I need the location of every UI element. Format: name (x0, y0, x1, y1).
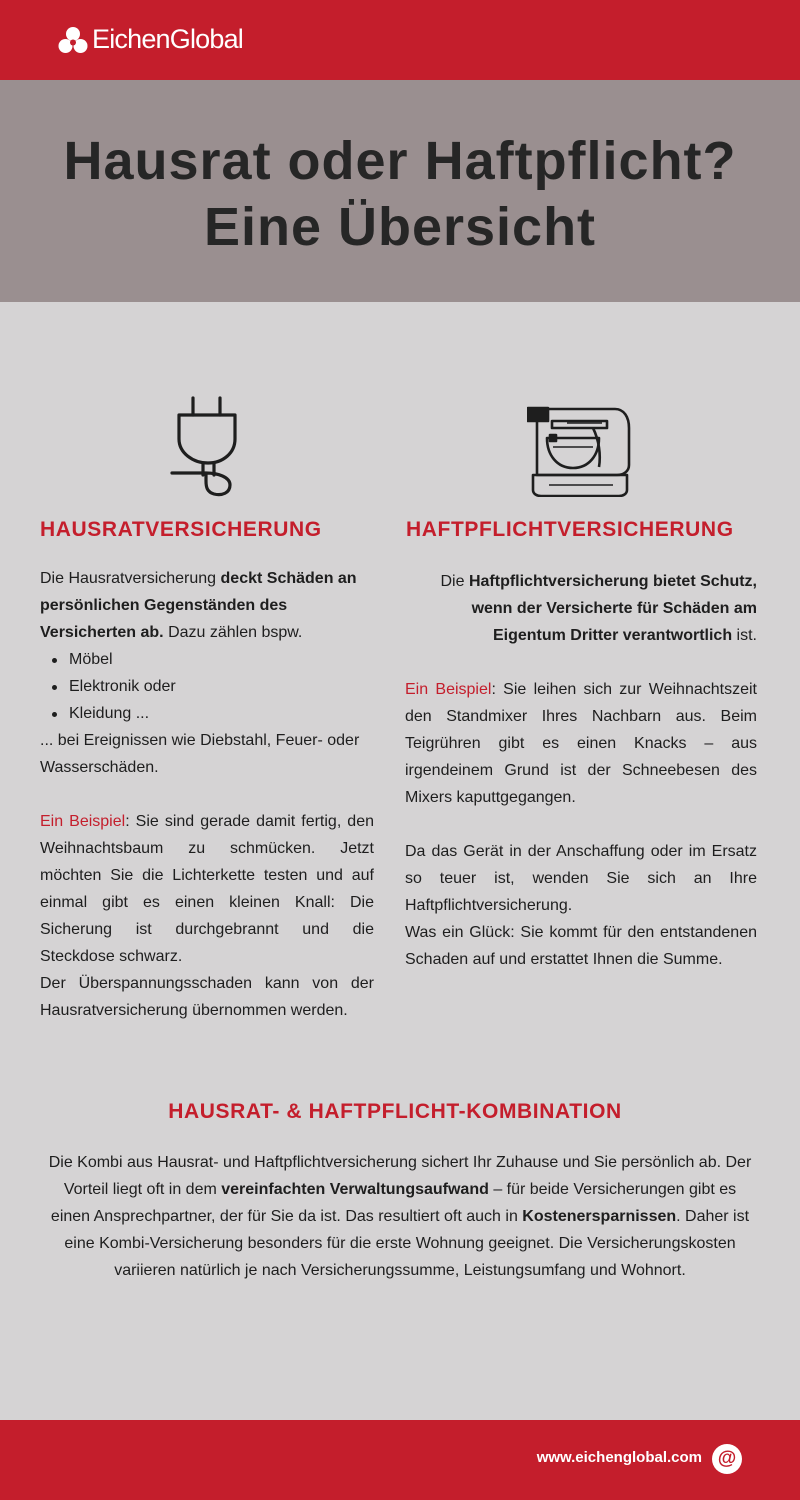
covered-events-text: ... bei Ereignissen wie Diebstahl, Feuer- oder Wasserschäden. (40, 732, 360, 776)
liability-intro: Die Haftpflichtversicherung bietet Schutz, wenn der Versicherte für Schäden am Eigentum Dritter verantwortlich ist. (440, 573, 757, 644)
list-item: Möbel (40, 646, 374, 673)
example-label: Ein Beispiel (40, 813, 126, 830)
list-item: Elektronik oder (40, 673, 374, 700)
home-contents-closing: Der Überspannungsschaden kann von der Hausratversicherung übernommen werden. (40, 975, 374, 1019)
home-contents-column (40, 565, 374, 1024)
home-contents-example: Ein Beispiel: Sie sind gerade damit fertig, den Weihnachtsbaum zu schmücken. Jetzt möchten Sie die Lichterkette testen und auf einmal gibt es einen kleinen Knall: Die Sicherung ist durchgebrannt und die Steckdose schwarz. (40, 813, 375, 965)
liability-heading: HAFTPFLICHTVERSICHERUNG (406, 518, 734, 541)
liability-conclusion: Was ein Glück: Sie kommt für den entstandenen Schaden auf und erstattet Ihnen die Summe. (405, 924, 757, 968)
website-link[interactable]: www.eichenglobal.com (536, 1449, 702, 1466)
liability-column (405, 568, 757, 973)
list-item: Kleidung ... (40, 700, 374, 727)
brand-name: EichenGlobal (92, 24, 244, 54)
combination-text: Die Kombi aus Hausrat- und Haftpflichtversicherung sichert Ihr Zuhause und Sie persönlich ab. Der Vorteil liegt oft in dem vereinfachten Verwaltungsaufwand – für beide Versicherungen gibt es einen Ansprechpartner, der für Sie da ist. Das resultiert oft auch in Kostenersparnissen. Daher ist eine Kombi-Versicherung besonders für die erste Wohnung geeignet. Die Versicherungskosten variieren natürlich je nach Versicherungssumme, Leistungsumfang und Wohnort. (48, 1154, 752, 1279)
home-contents-intro: Die Hausratversicherung deckt Schäden an persönlichen Gegenständen des Versicherten ab. Dazu zählen bspw. (40, 570, 357, 641)
combination-heading: HAUSRAT- & HAFTPFLICHT-KOMBINATION (168, 1100, 622, 1123)
covered-items-list (40, 646, 374, 727)
example-label: Ein Beispiel (405, 681, 492, 698)
footer-bar (0, 1420, 800, 1500)
at-sign-icon[interactable]: @ (712, 1444, 742, 1474)
page-title: Hausrat oder Haftpflicht? Eine Übersicht (63, 131, 737, 257)
home-contents-heading: HAUSRATVERSICHERUNG (40, 518, 322, 541)
plug-icon (160, 395, 240, 497)
top-bar (0, 0, 800, 80)
hero-banner (0, 80, 800, 302)
liability-example: Ein Beispiel: Sie leihen sich zur Weihnachtszeit den Standmixer Ihres Nachbarn aus. Beim Teigrühren gibt es einen Knacks – aus irgendeinem Grund ist der Schneebesen des Mixers kaputtgegangen. (405, 681, 757, 806)
triangle-circles-icon (58, 26, 88, 54)
stand-mixer-icon (527, 395, 633, 497)
liability-paragraph: Da das Gerät in der Anschaffung oder im Ersatz so teuer ist, wenden Sie sich an Ihre Haftpflichtversicherung. (405, 843, 757, 914)
brand-logo[interactable] (58, 24, 243, 55)
